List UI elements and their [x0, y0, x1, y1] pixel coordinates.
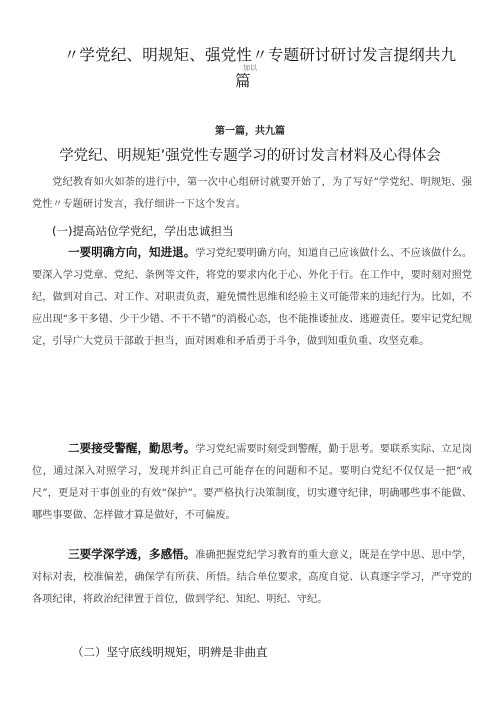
paragraph-1 — [32, 241, 472, 353]
intro-paragraph — [32, 172, 472, 216]
section-subtitle: 学党纪、明规矩’强党性专题学习的研讨发言材料及心得体会 — [59, 148, 441, 164]
section-tag: 第一篇，共九篇 — [215, 126, 285, 137]
heading-2: （二）坚守底线明规矩，明辨是非曲直 — [72, 645, 268, 659]
paragraph-2 — [32, 437, 472, 527]
intro-text: 党纪教育如火如荼的进行中，第一次中心组研讨就要开始了，为了写好“学党纪、明规矩、强党性〃专题研讨发言，我仔细讲一下这个发言。 — [32, 177, 472, 210]
paragraph-3-text: 准确把握党纪学习教育的重大意义，既是在学中思、思中学，对标对表，校准偏差，确保学有所获、所悟。结合单位要求，高度自觉、认真逐字学习，严守党的各项纪律，将政治纪律置于首位，做到学纪、知纪、明纪、守纪。 — [32, 550, 473, 605]
paragraph-3 — [32, 543, 472, 611]
paragraph-2-text: 学习党纪需要时刻受到警醒，勤于思考。要联系实际、立足岗位，通过深入对照学习，发现并纠正自己可能存在的问题和不足。要明白党纪不仅仅是一把“戒尺”，更是对干事创业的有效“保护”。要严格执行决策制度，切实遵守纪律，明确哪些事不能做、哪些事要做、怎样做才算是做好，不可偏废。 — [32, 444, 473, 521]
faint-mark: 加以 — [243, 64, 257, 72]
paragraph-3-lead: 三要学深学透，多感悟。 — [68, 547, 196, 561]
paragraph-1-lead: 一要明确方向，知进退。 — [68, 245, 196, 259]
heading-1: (一)提高站位学党纪，学出忠诚担当 — [52, 224, 234, 238]
document-title: 〃学党纪、明规矩、强党性〃专题研讨研讨发言提纲共九 — [63, 46, 457, 64]
document-title-tail: 篇 — [235, 72, 251, 90]
paragraph-2-lead: 二要接受警醒，勤思考。 — [68, 441, 196, 455]
paragraph-1-text: 学习党纪要明确方向，知道自己应该做什么、不应该做什么。要深入学习党章、党纪、条例等文件，将党的要求内化于心、外化于行。在工作中，要时刻对照党纪，做到对自己、对工作、对职责负责，避免惯性思维和经验主义可能带来的违纪行为。比如，不应出现“多干多错、少干少错、不干不错”的消极心态，也不能推诿扯皮、逃避责任。要牢记党纪规定，引导广大党员干部敢于担当，面对困难和矛盾勇于斗争，做到知重负重、攻坚克难。 — [32, 248, 473, 347]
